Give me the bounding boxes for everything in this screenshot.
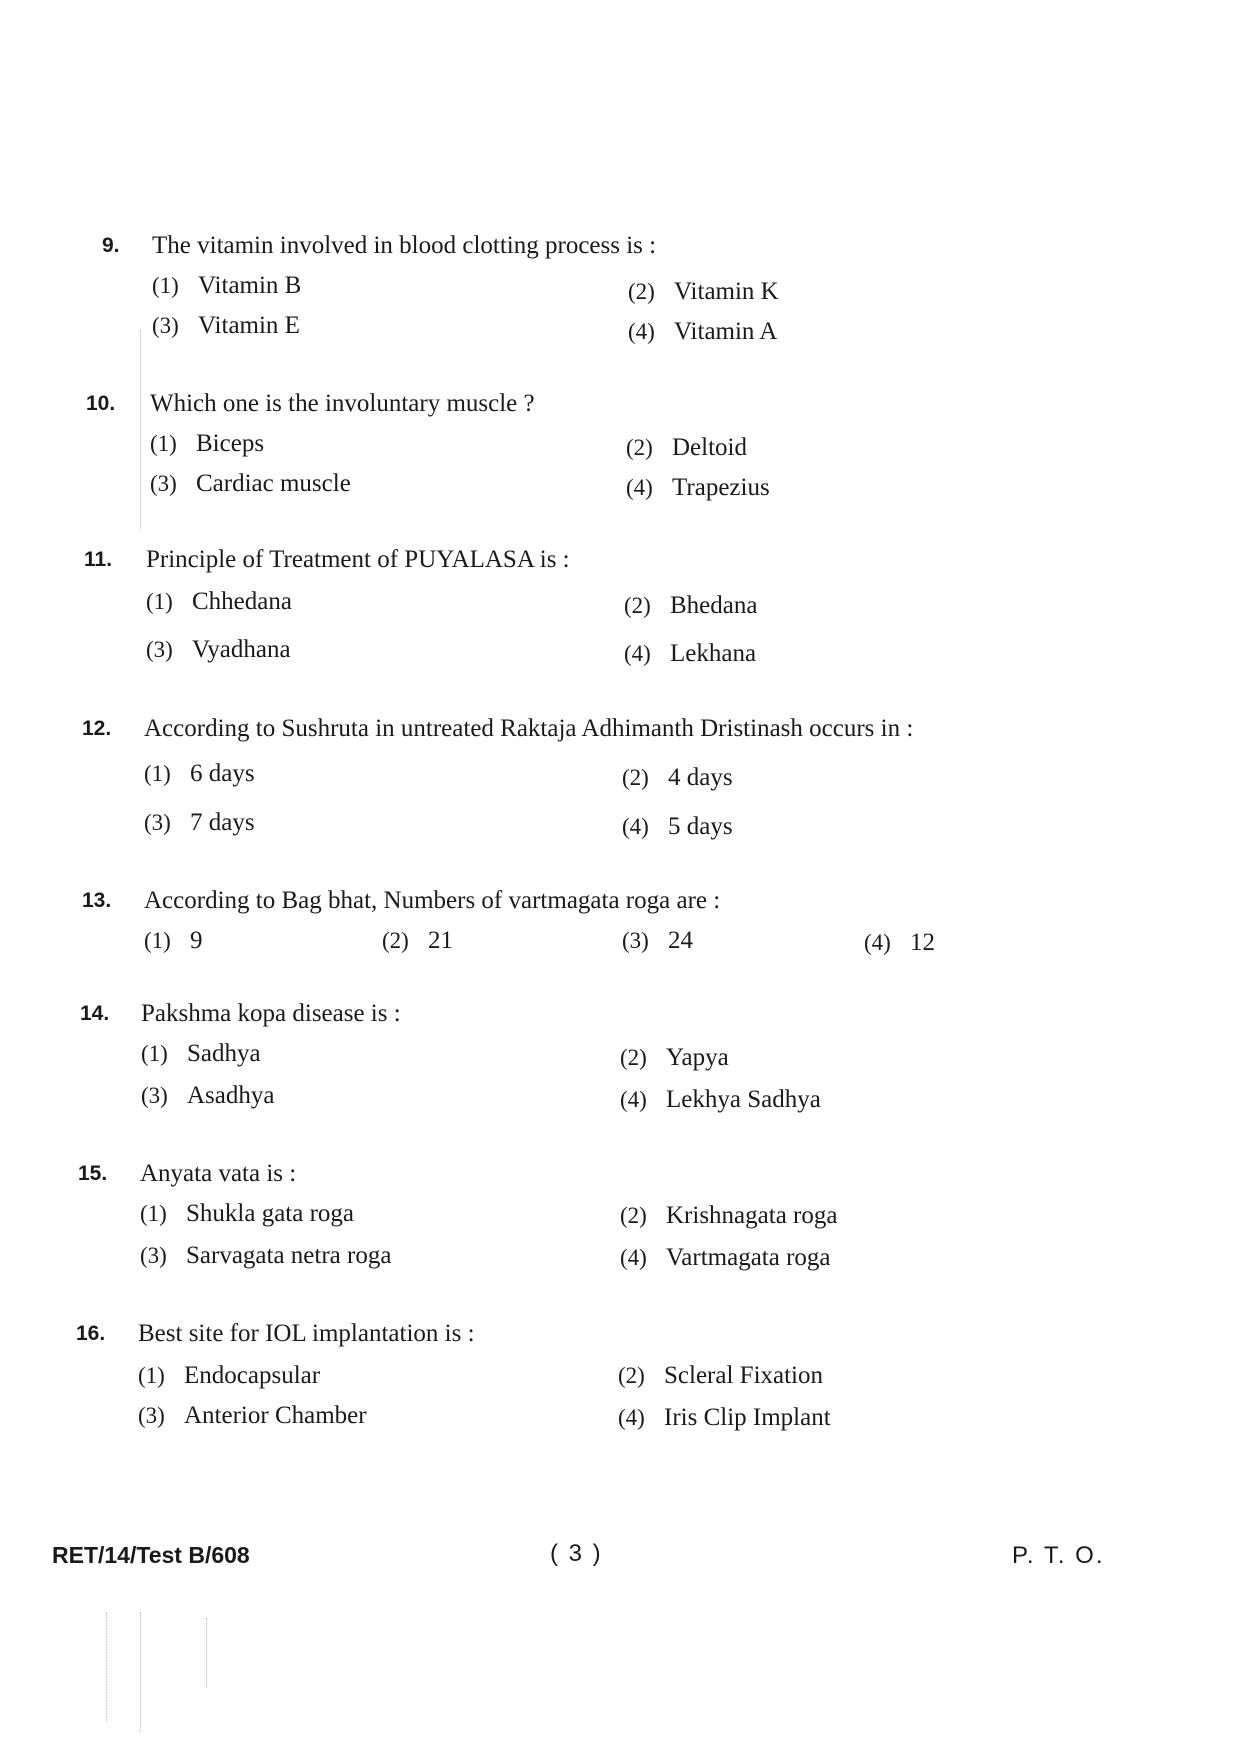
option-text: 4 days — [668, 764, 733, 791]
option-text: Vyadhana — [192, 636, 291, 663]
option-number: (1) — [152, 273, 179, 298]
option-number: (3) — [152, 313, 179, 338]
option-text: Vartmagata roga — [666, 1244, 831, 1271]
question-number: 13. — [82, 889, 112, 912]
option-1 — [141, 1040, 261, 1068]
question-number: 10. — [86, 392, 116, 415]
option-text: Bhedana — [670, 592, 758, 619]
option-number: (1) — [150, 431, 177, 456]
option-number: (1) — [140, 1201, 167, 1226]
option-number: (1) — [141, 1041, 168, 1066]
option-number: (4) — [626, 475, 653, 500]
option-number: (3) — [140, 1243, 167, 1268]
option-4 — [864, 929, 935, 957]
question-number: 15. — [78, 1162, 108, 1185]
option-4 — [624, 640, 756, 668]
option-number: (2) — [620, 1045, 647, 1070]
option-number: (2) — [618, 1363, 645, 1388]
option-text: Vitamin K — [674, 278, 779, 305]
option-number: (2) — [626, 435, 653, 460]
question-text: The vitamin involved in blood clotting process is : — [152, 232, 657, 259]
option-2 — [618, 1362, 823, 1390]
option-text: 24 — [668, 927, 693, 954]
question-number: 9. — [102, 234, 120, 257]
option-number: (3) — [622, 928, 649, 953]
option-4 — [628, 318, 777, 346]
option-number: (2) — [382, 928, 409, 953]
option-1 — [140, 1200, 354, 1228]
option-3 — [152, 312, 300, 340]
option-2 — [624, 592, 757, 620]
scan-mark — [140, 330, 141, 530]
option-text: Vitamin E — [198, 312, 300, 339]
option-3 — [141, 1082, 274, 1110]
option-1 — [150, 430, 264, 458]
option-text: 12 — [910, 929, 935, 956]
option-number: (1) — [144, 761, 171, 786]
question-number: 14. — [80, 1002, 110, 1025]
scan-mark — [106, 1612, 107, 1722]
option-text: Sadhya — [187, 1040, 261, 1067]
option-1 — [144, 760, 255, 788]
option-1 — [146, 588, 292, 616]
option-text: Asadhya — [187, 1082, 275, 1109]
option-4 — [626, 474, 770, 502]
option-text: Lekhana — [670, 640, 757, 667]
option-number: (2) — [622, 765, 649, 790]
option-4 — [622, 813, 733, 841]
option-text: 6 days — [190, 760, 255, 787]
question-text: Pakshma kopa disease is : — [141, 1000, 401, 1027]
option-text: Iris Clip Implant — [664, 1404, 831, 1431]
option-number: (3) — [146, 637, 173, 662]
footer-page-number: ( 3 ) — [550, 1540, 603, 1567]
option-text: Chhedana — [192, 588, 292, 615]
option-2 — [628, 278, 779, 306]
option-3 — [140, 1242, 391, 1270]
footer-test-code: RET/14/Test B/608 — [52, 1542, 250, 1568]
option-text: Yapya — [666, 1044, 729, 1071]
question-number: 11. — [84, 548, 113, 571]
option-number: (2) — [620, 1203, 647, 1228]
footer-pto: P. T. O. — [1012, 1542, 1105, 1569]
option-text: Anterior Chamber — [184, 1402, 367, 1429]
option-number: (1) — [146, 589, 173, 614]
option-text: Vitamin B — [198, 272, 302, 299]
option-text: Shukla gata roga — [186, 1200, 355, 1227]
option-number: (2) — [628, 279, 655, 304]
option-3 — [622, 927, 693, 955]
option-text: Sarvagata netra roga — [186, 1242, 392, 1269]
option-text: 21 — [428, 927, 453, 954]
question-number: 12. — [82, 717, 112, 740]
option-text: Trapezius — [672, 474, 770, 501]
option-text: 5 days — [668, 813, 733, 840]
option-2 — [626, 434, 747, 462]
option-number: (3) — [144, 810, 171, 835]
question-text: According to Bag bhat, Numbers of vartmagata roga are : — [144, 887, 721, 914]
option-3 — [150, 470, 351, 498]
option-text: Biceps — [196, 430, 265, 457]
option-4 — [618, 1404, 831, 1432]
option-text: 7 days — [190, 809, 255, 836]
option-4 — [620, 1086, 821, 1114]
question-text: Which one is the involuntary muscle ? — [150, 390, 535, 417]
scan-mark — [206, 1618, 207, 1688]
option-number: (3) — [141, 1083, 168, 1108]
option-4 — [620, 1244, 831, 1272]
option-number: (4) — [622, 814, 649, 839]
option-1 — [138, 1362, 320, 1390]
question-text: Principle of Treatment of PUYALASA is : — [146, 546, 570, 573]
option-2 — [620, 1202, 837, 1230]
option-number: (3) — [138, 1403, 165, 1428]
option-2 — [382, 927, 453, 955]
option-2 — [622, 764, 733, 792]
option-number: (4) — [864, 930, 891, 955]
option-number: (4) — [618, 1405, 645, 1430]
option-number: (2) — [624, 593, 651, 618]
option-text: Scleral Fixation — [664, 1362, 823, 1389]
option-1 — [152, 272, 301, 300]
option-text: Deltoid — [672, 434, 747, 461]
question-text: Anyata vata is : — [140, 1160, 297, 1187]
option-text: Cardiac muscle — [196, 470, 351, 497]
question-text: Best site for IOL implantation is : — [138, 1320, 475, 1347]
option-text: 9 — [190, 927, 203, 954]
question-number: 16. — [76, 1322, 106, 1345]
option-2 — [620, 1044, 729, 1072]
option-3 — [146, 636, 291, 664]
option-number: (1) — [144, 928, 171, 953]
option-3 — [138, 1402, 367, 1430]
option-text: Endocapsular — [184, 1362, 321, 1389]
option-3 — [144, 809, 255, 837]
question-text: According to Sushruta in untreated Raktaja Adhimanth Dristinash occurs in : — [144, 715, 914, 742]
scan-mark — [140, 1612, 141, 1732]
option-number: (4) — [620, 1087, 647, 1112]
option-number: (4) — [624, 641, 651, 666]
option-1 — [144, 927, 203, 955]
option-text: Krishnagata roga — [666, 1202, 838, 1229]
option-number: (3) — [150, 471, 177, 496]
option-number: (1) — [138, 1363, 165, 1388]
option-number: (4) — [620, 1245, 647, 1270]
option-text: Vitamin A — [674, 318, 778, 345]
option-number: (4) — [628, 319, 655, 344]
option-text: Lekhya Sadhya — [666, 1086, 821, 1113]
